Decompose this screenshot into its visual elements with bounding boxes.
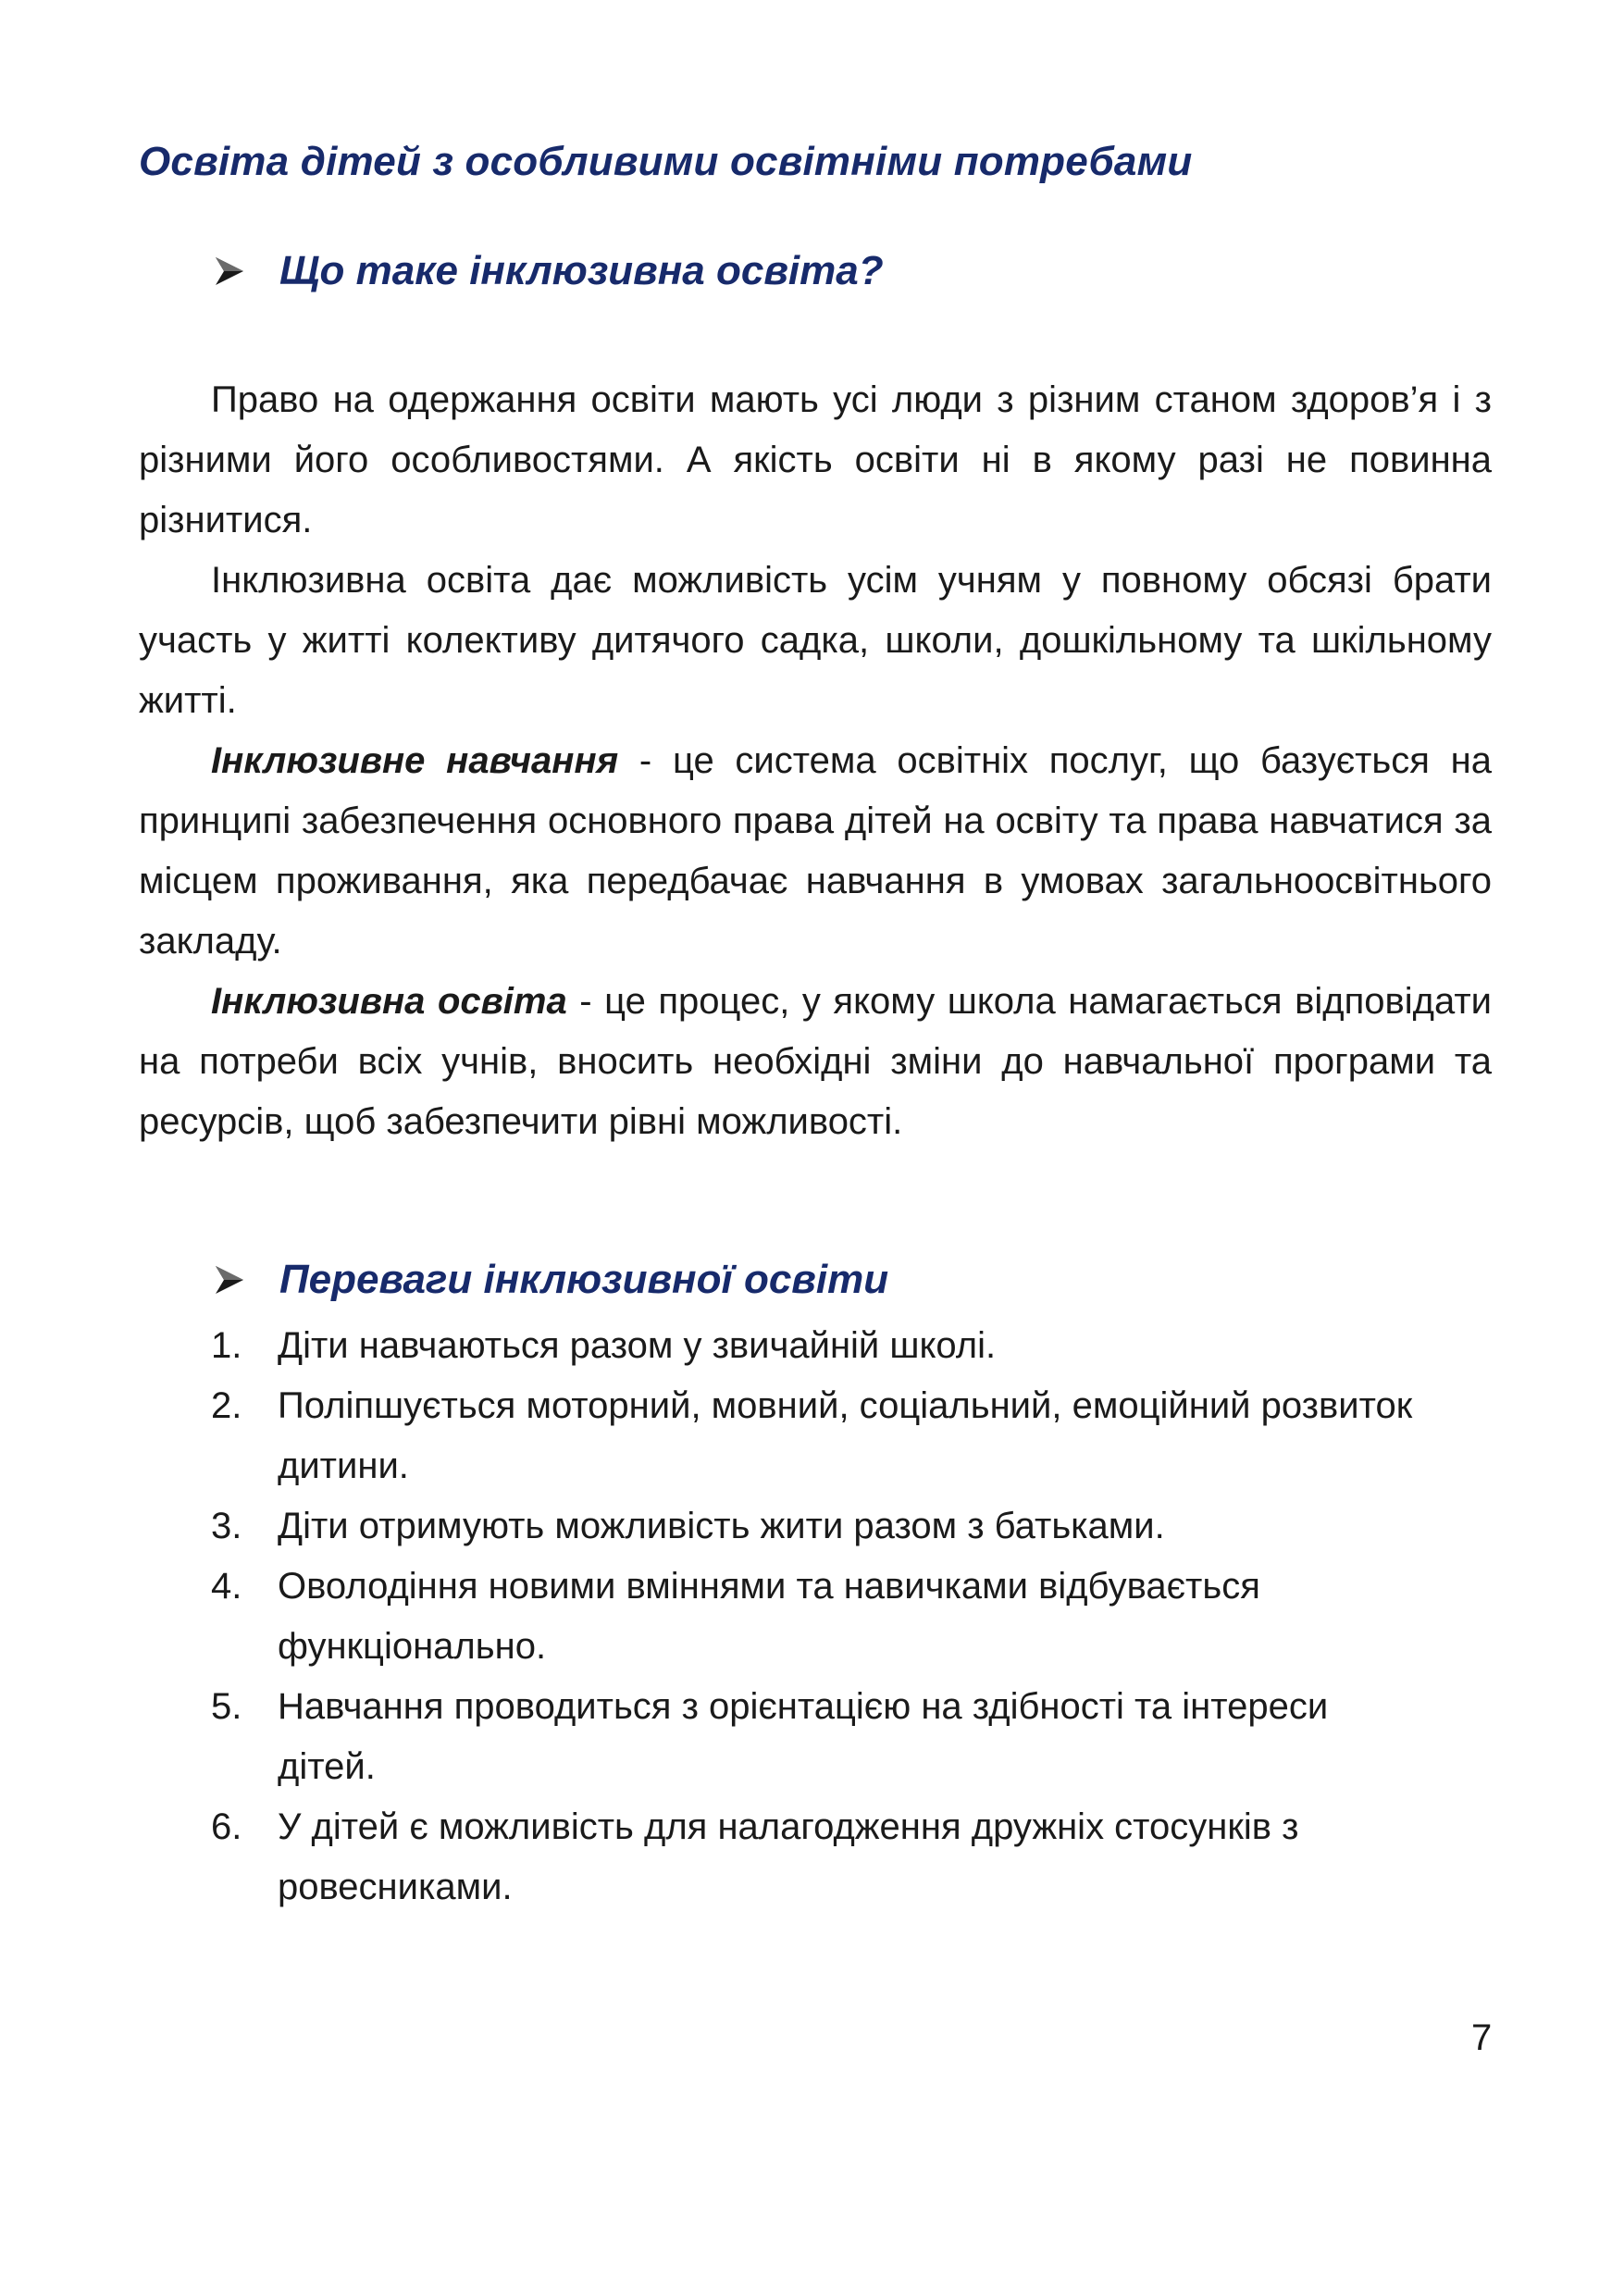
list-item bbox=[211, 1557, 1414, 1677]
section-heading-what-is-inclusive bbox=[211, 248, 884, 294]
definition-text: - це процес, у якому школа намагається відповідати на потреби всіх учнів, вносить необхідні зміни до навчальної програми та ресурсів, щоб забезпечити рівні можливості. bbox=[139, 981, 1492, 1142]
list-item-number: 1. bbox=[211, 1325, 242, 1366]
definition-text: - це система освітніх послуг, що базується на принципі забезпечення основного права дітей на освіту та права навчатися за місцем проживання, яка передбачає навчання в умовах загальноосвітнього закладу. bbox=[139, 740, 1492, 962]
list-item-text: Оволодіння новими вміннями та навичками відбувається функціонально. bbox=[278, 1566, 1260, 1667]
definition-term: Інклюзивне навчання bbox=[211, 740, 619, 781]
list-item-number: 6. bbox=[211, 1806, 242, 1847]
section-heading-text: Що таке інклюзивна освіта? bbox=[279, 248, 884, 293]
arrowhead-bullet-icon bbox=[211, 253, 248, 290]
list-item bbox=[211, 1797, 1414, 1917]
definition-inclusive-learning bbox=[139, 731, 1492, 972]
list-item bbox=[211, 1496, 1414, 1557]
paragraph-inclusive-opportunity: Інклюзивна освіта дає можливість усім учням у повному обсязі брати участь у житті колективу дитячого садка, школи, дошкільному та шкільному житті. bbox=[139, 560, 1492, 721]
list-item-text: У дітей є можливість для налагодження дружніх стосунків з ровесниками. bbox=[278, 1806, 1299, 1907]
list-item-text: Поліпшується моторний, мовний, соціальний, емоційний розвиток дитини. bbox=[278, 1385, 1413, 1486]
list-item-number: 2. bbox=[211, 1385, 242, 1426]
list-item bbox=[211, 1376, 1414, 1496]
page-title: Освіта дітей з особливими освітніми потребами bbox=[139, 139, 1193, 184]
list-item-text: Навчання проводиться з орієнтацією на здібності та інтереси дітей. bbox=[278, 1686, 1329, 1787]
list-item bbox=[211, 1677, 1414, 1797]
paragraph-right-to-education: Право на одержання освіти мають усі люди з різним станом здоров’я і з різними його особливостями. А якість освіти ні в якому разі не повинна різнитися. bbox=[139, 379, 1492, 540]
list-item-number: 3. bbox=[211, 1506, 242, 1546]
definition-term: Інклюзивна освіта bbox=[211, 981, 567, 1022]
advantages-list bbox=[211, 1316, 1414, 1917]
arrowhead-bullet-icon bbox=[211, 1261, 248, 1298]
list-item bbox=[211, 1316, 1414, 1376]
list-item-number: 5. bbox=[211, 1686, 242, 1727]
page-number: 7 bbox=[1471, 2017, 1493, 2058]
list-item-text: Діти отримують можливість жити разом з батьками. bbox=[278, 1506, 1165, 1546]
list-item-number: 4. bbox=[211, 1566, 242, 1607]
body-text bbox=[139, 370, 1492, 1152]
list-item-text: Діти навчаються разом у звичайній школі. bbox=[278, 1325, 997, 1366]
section-heading-text: Переваги інклюзивної освіти bbox=[279, 1257, 889, 1302]
section-heading-advantages bbox=[211, 1257, 888, 1303]
definition-inclusive-education bbox=[139, 972, 1492, 1152]
